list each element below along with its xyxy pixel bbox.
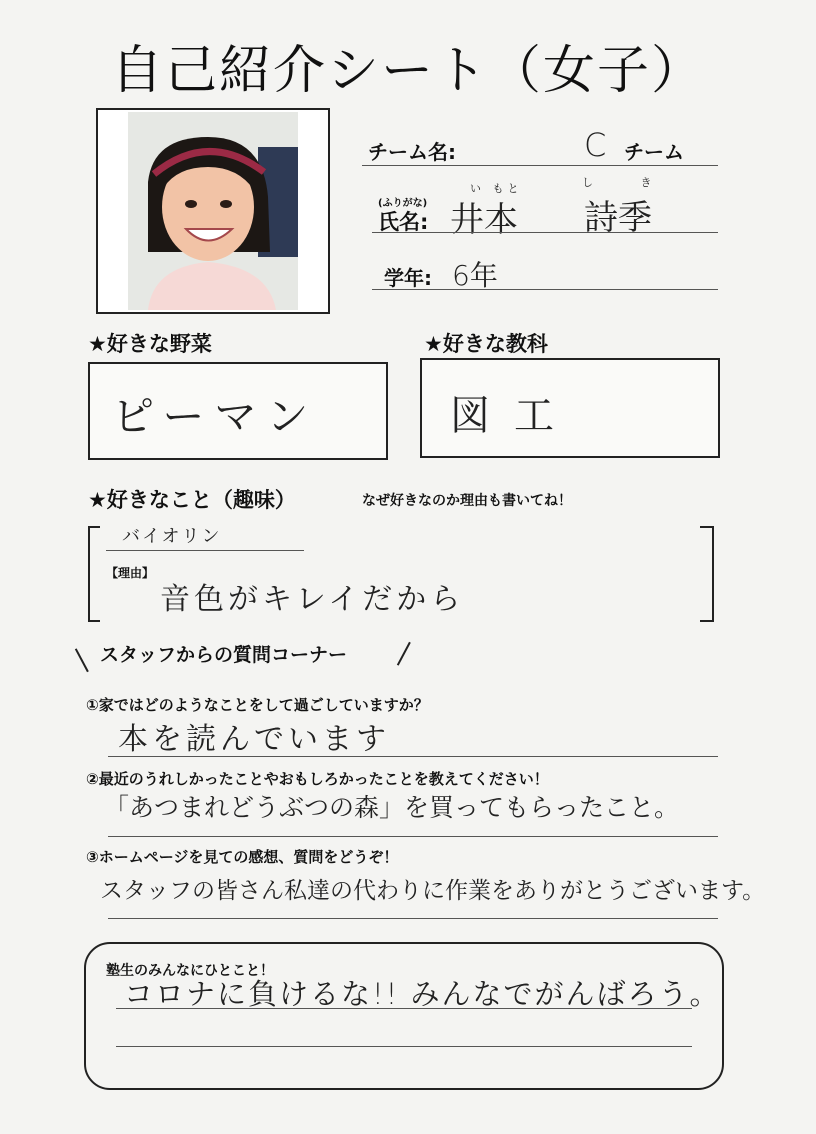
hobby-left-bracket [88,526,100,622]
favorite-vegetable-value: ピーマン [112,392,319,441]
answer-1-underline [108,756,718,757]
furigana-label: (ふりがな) [378,198,428,209]
hobby-right-bracket [700,526,714,622]
team-underline [362,165,718,166]
team-value: C [584,126,607,164]
message-value: コロナに負けるな!! みんなでがんばろう。 [124,977,721,1011]
message-underline-2 [116,1046,692,1047]
question-2: ②最近のうれしかったことやおもしろかったことを教えてください！ [86,770,549,788]
portrait-photo [128,112,298,310]
name-label: 氏名: [378,210,429,234]
reason-value: 音色がキレイだから [160,582,465,617]
heading-right-slash [397,642,423,672]
grade-value: 6年 [452,259,498,292]
message-underline-1 [116,1008,692,1009]
heading-left-slash [75,642,101,672]
team-label: チーム名: [368,140,456,164]
portrait-illustration [128,112,298,310]
page-title: 自己紹介シート（女子） [110,41,705,101]
grade-label: 学年: [384,266,432,290]
favorite-subject-value: 図工 [450,393,578,439]
surname-value: 井本 [450,200,518,240]
answer-2-underline [108,836,718,837]
answer-1: 本を読んでいます [118,722,390,757]
answer-2: 「あつまれどうぶつの森」を買ってもらったこと。 [104,793,680,822]
surname-ruby: い もと [470,182,523,195]
reason-label: 【理由】 [106,566,155,580]
given-ruby: し き [582,176,674,189]
team-suffix: チーム [624,140,684,164]
hobby-note: なぜ好きなのか理由も書いてね！ [362,493,572,509]
grade-underline [372,289,718,290]
question-3: ③ホームページを見ての感想、質問をどうぞ！ [86,848,399,866]
answer-3-underline [108,918,718,919]
hobby-value: バイオリン [122,526,222,547]
hobby-underline [106,550,304,551]
answer-3: スタッフの皆さん私達の代わりに作業をありがとうございます。 [100,878,766,904]
given-name-value: 詩季 [584,198,652,238]
favorite-subject-heading: ★好きな教科 [424,332,548,356]
favorite-vegetable-heading: ★好きな野菜 [88,332,212,356]
staff-corner-heading: スタッフからの質問コーナー [100,644,348,666]
message-label: 塾生のみんなにひとこと！ [106,963,274,979]
name-underline [372,232,718,233]
question-1: ①家ではどのようなことをして過ごしていますか？ [86,696,429,714]
hobby-heading: ★好きなこと（趣味） [88,488,296,512]
